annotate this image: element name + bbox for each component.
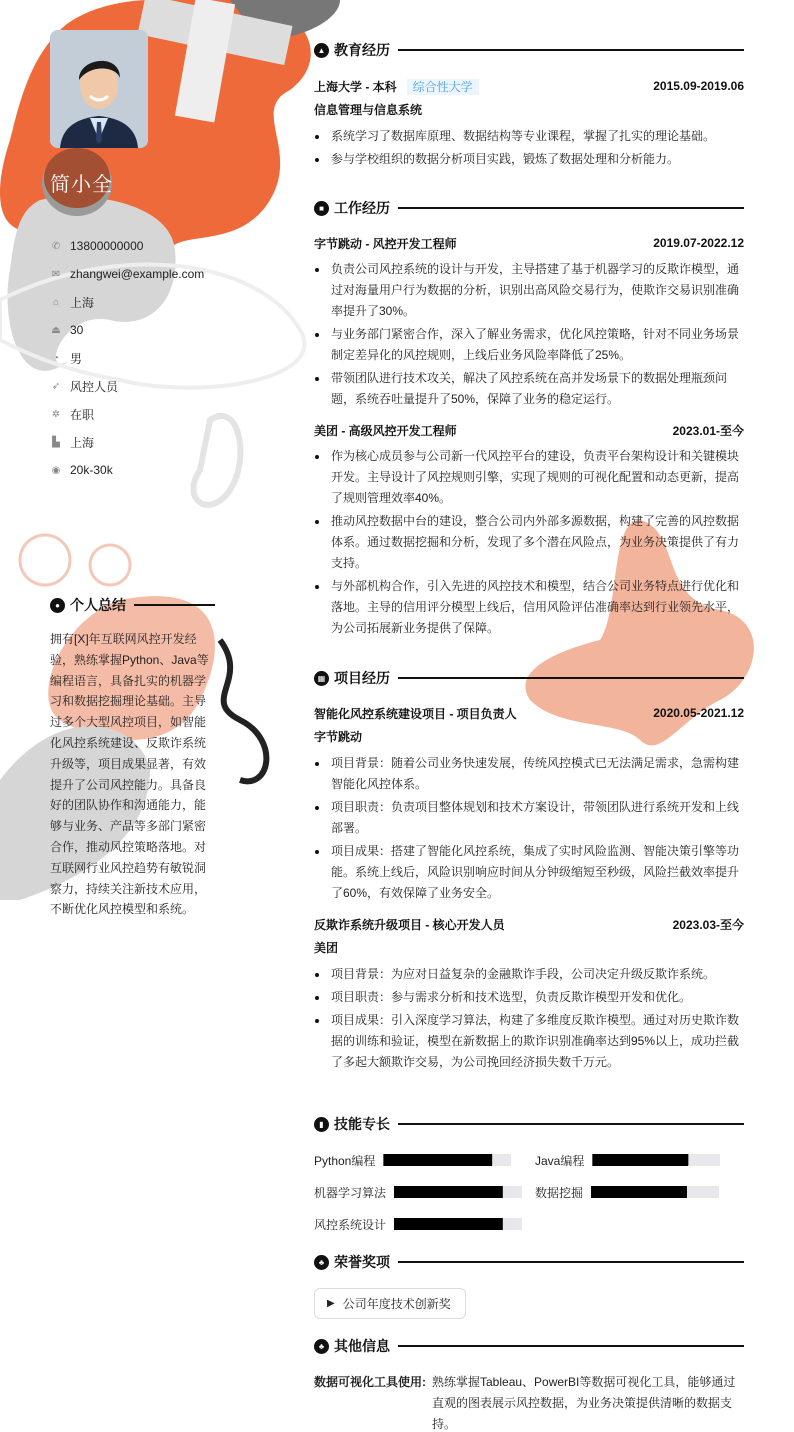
item-title: 字节跳动 - 风控开发工程师: [314, 236, 457, 251]
contact-item: [50, 260, 204, 288]
graduation-cap-icon: ▲: [314, 43, 329, 58]
contact-item: [50, 316, 204, 344]
work-item: [314, 233, 744, 410]
contact-item: [50, 456, 204, 484]
bullet-item: 项目成果：引入深度学习算法，构建了多维度反欺诈模型。通过对历史欺诈数据的训练和验证，模型在新数据上的欺诈识别准确率达到95%以上，成功拦截了多起大额欺诈交易，为公司挽回经济损失数千万元。: [314, 1010, 744, 1073]
divider: [398, 1345, 744, 1347]
item-title: 美团 - 高级风控开发工程师: [314, 423, 457, 438]
divider: [398, 49, 744, 51]
item-header: [314, 703, 744, 723]
projects-section: [314, 668, 744, 1075]
section-title: 个人总结: [70, 597, 126, 613]
divider: [134, 604, 215, 606]
summary-text: 拥有[X]年互联网风控开发经验，熟练掌握Python、Java等编程语言，具备扎实的机器学习和数据挖掘理论基础。主导过多个大型风控项目，如智能化风控系统建设、反欺诈系统升级等，项目成果显著，有效提升了公司风控能力。具备良好的团队协作和沟通能力，能够与业务、产品等多部门紧密合作，推动风控策略落地。对互联网行业风控趋势有敏锐洞察力，持续关注新技术应用，不断优化风控模型和系统。: [50, 632, 209, 917]
section-title: 项目经历: [334, 670, 390, 686]
award-label: 公司年度技术创新奖: [342, 1297, 451, 1311]
award-icon: ♣: [314, 1255, 329, 1270]
divider: [398, 1261, 744, 1263]
grid-icon: ▦: [314, 671, 329, 686]
bullet-list: [314, 259, 744, 410]
bullet-item: 参与学校组织的数据分析项目实践，锻炼了数据处理和分析能力。: [314, 149, 744, 170]
bullet-list: [314, 753, 744, 904]
contact-value: 在职: [70, 407, 95, 422]
triangle-icon: ▶: [327, 1298, 335, 1309]
bullet-list: [314, 126, 744, 170]
bullet-item: 项目职责：参与需求分析和技术选型，负责反欺诈模型开发和优化。: [314, 987, 744, 1008]
projects-item: [314, 703, 744, 904]
skill-bar: [592, 1154, 720, 1166]
item-header: [314, 914, 744, 934]
skill-bar-fill: [592, 1154, 688, 1166]
contact-value: 20k-30k: [70, 463, 113, 477]
age-icon: ⏏: [51, 324, 61, 336]
contact-item: [50, 428, 204, 456]
company: 美团: [314, 941, 339, 955]
bullet-item: 系统学习了数据库原理、数据结构等专业课程，掌握了扎实的理论基础。: [314, 126, 744, 147]
skill-item: [535, 1150, 744, 1170]
bullet-item: 推动风控数据中台的建设，整合公司内外部多源数据，构建了完善的风控数据体系。通过数据挖掘和分析，发现了多个潜在风险点，为业务决策提供了有力支持。: [314, 511, 744, 574]
skill-item: [535, 1182, 744, 1202]
bullet-item: 作为核心成员参与公司新一代风控平台的建设，负责平台架构设计和关键模块开发。主导设计了风控规则引擎，实现了规则的可视化配置和动态更新，提高了规则管理效率40%。: [314, 446, 744, 509]
contact-value: 上海: [70, 295, 95, 310]
bullet-list: [314, 446, 744, 639]
education-section: [314, 40, 744, 172]
other-key: 数据可视化工具使用:: [314, 1375, 426, 1389]
bullet-item: 项目背景：随着公司业务快速发展，传统风控模式已无法满足需求，急需构建智能化风控体系。: [314, 753, 744, 795]
bullet-item: 带领团队进行技术攻关，解决了风控系统在高并发场景下的数据处理瓶颈问题，系统吞吐量提升了50%，保障了业务的稳定运行。: [314, 368, 744, 410]
divider: [398, 677, 744, 679]
contact-item: [50, 344, 204, 372]
avatar-photo: [50, 30, 148, 148]
skill-bar-fill: [383, 1154, 492, 1166]
projects-item: [314, 914, 744, 1073]
bullet-list: [314, 964, 744, 1073]
contact-value: 上海: [70, 435, 95, 450]
skill-bar: [591, 1186, 719, 1198]
contact-value: 30: [70, 323, 84, 337]
skill-bar: [394, 1186, 522, 1198]
briefcase-icon: ■: [314, 201, 329, 216]
skill-item: [314, 1150, 535, 1170]
contact-item: [50, 400, 204, 428]
skill-bar: [383, 1154, 511, 1166]
section-title: 工作经历: [334, 200, 390, 216]
phone-icon: ✆: [51, 240, 61, 252]
skill-name: Java编程: [535, 1153, 585, 1168]
candidate-name: 简小全: [50, 174, 113, 196]
company: 字节跳动: [314, 730, 363, 744]
work-item: [314, 420, 744, 639]
status-icon: ✲: [51, 408, 61, 420]
gender-icon: ◔: [52, 352, 60, 364]
skill-bar: [394, 1218, 522, 1230]
city-icon: ▙: [52, 436, 60, 448]
other-value: 熟练掌握Tableau、PowerBI等数据可视化工具，能够通过直观的图表展示风控数据，为业务决策提供清晰的数据支持。: [432, 1375, 736, 1431]
summary-section: [50, 595, 215, 920]
bullet-item: 与业务部门紧密合作，深入了解业务需求，优化风控策略，针对不同业务场景制定差异化的风控规则，上线后业务风险率降低了25%。: [314, 324, 744, 366]
contact-item: [50, 288, 204, 316]
job-intent-icon: ➶: [51, 380, 61, 392]
skill-name: 数据挖掘: [535, 1185, 584, 1200]
other-item: [314, 1372, 744, 1432]
awards-section: [314, 1252, 744, 1319]
contact-value: 男: [70, 351, 83, 366]
item-title: 智能化风控系统建设项目 - 项目负责人: [314, 706, 517, 721]
person-portrait-icon: [50, 30, 148, 148]
skill-name: 机器学习算法: [314, 1185, 387, 1200]
skill-bar-fill: [591, 1186, 687, 1198]
home-icon: ⌂: [52, 296, 60, 308]
skill-bar-fill: [394, 1186, 503, 1198]
school-tag: 综合性大学: [407, 79, 479, 95]
item-header: [314, 233, 744, 253]
skill-item: [314, 1182, 535, 1202]
date: 2023.01-至今: [672, 423, 744, 438]
contact-info: [50, 232, 204, 484]
divider: [398, 1123, 744, 1125]
bullet-item: 项目成果：搭建了智能化风控系统，集成了实时风险监测、智能决策引擎等功能。系统上线后，风险识别响应时间从分钟级缩短至秒级，风险拦截效率提升了60%，有效保障了业务安全。: [314, 841, 744, 904]
major: 信息管理与信息系统: [314, 103, 423, 117]
skill-name: Python编程: [314, 1153, 376, 1168]
date: 2015.09-2019.06: [653, 79, 744, 93]
date: 2020.05-2021.12: [653, 706, 744, 720]
contact-value: 13800000000: [70, 239, 144, 253]
section-title: 技能专长: [334, 1116, 390, 1132]
divider: [398, 207, 744, 209]
section-title: 其他信息: [334, 1338, 390, 1354]
mail-icon: ✉: [51, 268, 61, 280]
skills-section: [314, 1114, 744, 1234]
section-title: 教育经历: [334, 42, 390, 58]
skill-bar-fill: [394, 1218, 503, 1230]
salary-icon: ◉: [51, 464, 61, 476]
bar-chart-icon: ▮: [314, 1117, 329, 1132]
item-header: [314, 420, 744, 440]
contact-item: [50, 372, 204, 400]
date: 2019.07-2022.12: [653, 236, 744, 250]
contact-item: [50, 232, 204, 260]
skill-name: 风控系统设计: [314, 1217, 387, 1232]
work-section: [314, 198, 744, 641]
item-title: 反欺诈系统升级项目 - 核心开发人员: [314, 917, 505, 932]
section-title: 荣誉奖项: [334, 1254, 390, 1270]
contact-value: 风控人员: [70, 379, 119, 394]
contact-value: zhangwei@example.com: [70, 267, 205, 281]
user-icon: ●: [50, 598, 65, 613]
bullet-item: 负责公司风控系统的设计与开发，主导搭建了基于机器学习的反欺诈模型，通过对海量用户行为数据的分析，识别出高风险交易行为，使欺诈交易识别准确率提升了30%。: [314, 259, 744, 322]
bullet-item: 项目背景：为应对日益复杂的金融欺诈手段，公司决定升级反欺诈系统。: [314, 964, 744, 985]
info-icon: ♣: [314, 1339, 329, 1354]
school: 上海大学 - 本科: [314, 79, 397, 94]
bullet-item: 项目职责：负责项目整体规划和技术方案设计，带领团队进行系统开发和上线部署。: [314, 797, 744, 839]
date: 2023.03-至今: [672, 917, 744, 932]
award-item: [314, 1288, 466, 1319]
other-section: [314, 1336, 744, 1432]
bullet-item: 与外部机构合作，引入先进的风控技术和模型，结合公司业务特点进行优化和落地。主导的信用评分模型上线后，信用风险评估准确率达到行业领先水平，为公司拓展新业务提供了保障。: [314, 576, 744, 639]
skill-item: [314, 1214, 535, 1234]
